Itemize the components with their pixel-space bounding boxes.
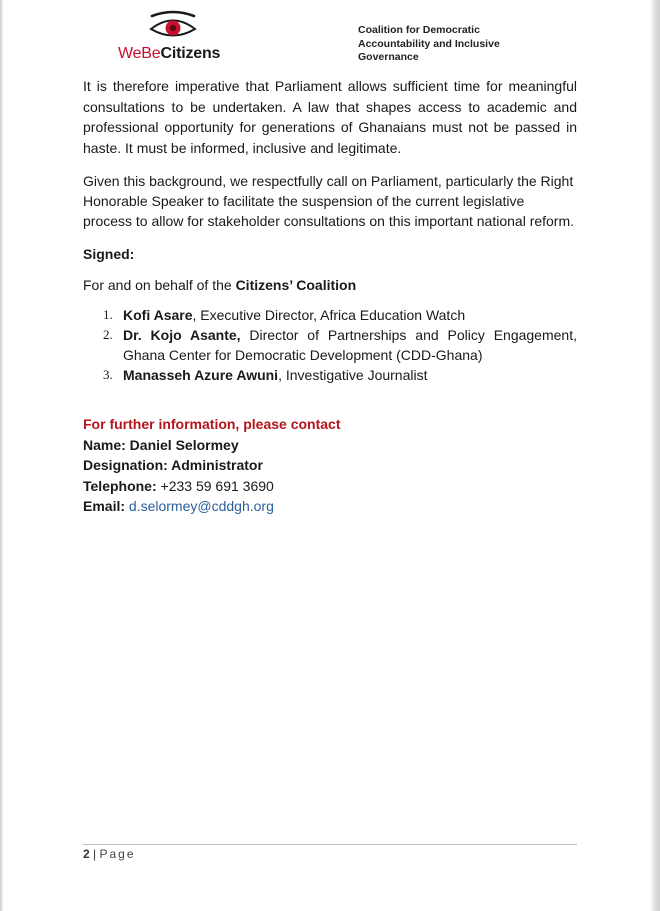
signatory-item: [83, 305, 577, 325]
list-number: 1.: [103, 307, 113, 322]
page-edge-left: [0, 0, 3, 911]
coalition-name: Citizens’ Coalition: [235, 276, 357, 293]
signatory-role: , Executive Director, Africa Education Watch: [192, 307, 466, 323]
page-footer: [83, 847, 136, 861]
contact-designation: Designation: Administrator: [83, 457, 263, 473]
header-organization: [358, 24, 548, 65]
signatory-name: Kofi Asare: [123, 307, 193, 323]
page-header: [0, 0, 660, 72]
contact-telephone: [83, 476, 577, 497]
signatory-name: Dr. Kojo Asante,: [123, 327, 241, 343]
page-content: [83, 76, 577, 517]
email-label: Email:: [83, 498, 126, 514]
footer-divider: [83, 844, 577, 845]
list-number: 3.: [103, 367, 113, 382]
page-number: 2: [83, 847, 90, 861]
paragraph-request: Given this background, we respectfully call on Parliament, particularly the Right Honorable Speaker to facilitate the suspension of the current legislative process to allow for stakeholder consultations on this important national reform.: [83, 173, 575, 229]
list-number: 2.: [103, 327, 113, 342]
eye-logo-icon: [148, 10, 198, 44]
page-label: Page: [99, 847, 136, 861]
header-org-line-1: Coalition for Democratic: [358, 24, 480, 36]
logo-we-text: WeBe: [118, 45, 161, 62]
signatories-list: [83, 305, 577, 385]
behalf-line: [83, 275, 577, 296]
signatory-role: , Investigative Journalist: [278, 367, 428, 383]
telephone-value: +233 59 691 3690: [156, 477, 274, 494]
webecitizens-logo: [118, 10, 234, 66]
logo-wordmark: [118, 45, 220, 63]
email-link[interactable]: d.selormey@cddgh.org: [128, 498, 274, 514]
signatory-item: [83, 325, 577, 365]
page-edge-right: [650, 0, 660, 911]
page-separator: |: [89, 847, 100, 861]
signatory-name: Manasseh Azure Awuni: [123, 367, 279, 383]
signatory-role: Director of Partnerships and Policy Engagement, Ghana Center for Democratic Development (CDD-Ghana): [123, 327, 577, 363]
header-org-line-3: Governance: [358, 51, 419, 63]
signatory-item: [83, 365, 577, 385]
behalf-prefix: For and on behalf of the: [83, 276, 236, 293]
signed-label: Signed:: [83, 246, 135, 262]
contact-email: [83, 496, 577, 517]
logo-citizens-text: Citizens: [160, 45, 221, 62]
telephone-label: Telephone:: [83, 477, 157, 494]
contact-heading: For further information, please contact: [83, 416, 341, 432]
header-org-line-2: Accountability and Inclusive: [358, 37, 500, 50]
contact-name: Name: Daniel Selormey: [83, 436, 239, 453]
paragraph-imperative: It is therefore imperative that Parliament allows sufficient time for meaningful consultations to be undertaken. A law that shapes access to academic and professional opportunity for generations of Ghanaians must not be passed in haste. It must be informed, inclusive and legitimate.: [83, 78, 577, 156]
